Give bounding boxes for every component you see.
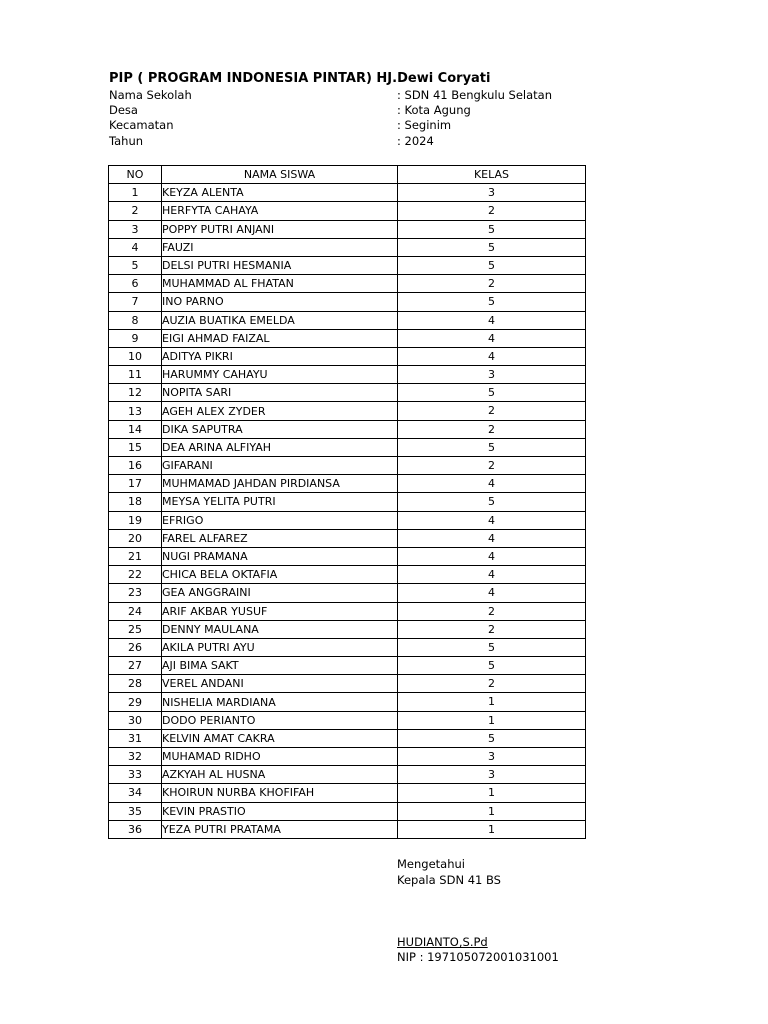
student-class: 4 bbox=[398, 511, 586, 529]
row-number: 23 bbox=[109, 584, 162, 602]
student-class: 5 bbox=[398, 638, 586, 656]
student-class: 2 bbox=[398, 602, 586, 620]
student-name: FAUZI bbox=[162, 238, 398, 256]
row-number: 21 bbox=[109, 547, 162, 565]
header-nama-siswa: NAMA SISWA bbox=[162, 166, 398, 184]
row-number: 6 bbox=[109, 275, 162, 293]
row-number: 11 bbox=[109, 366, 162, 384]
student-name: DELSI PUTRI HESMANIA bbox=[162, 256, 398, 274]
student-name: DIKA SAPUTRA bbox=[162, 420, 398, 438]
student-class: 4 bbox=[398, 566, 586, 584]
student-name: AZKYAH AL HUSNA bbox=[162, 766, 398, 784]
student-name: HERFYTA CAHAYA bbox=[162, 202, 398, 220]
principal-nip: NIP : 197105072001031001 bbox=[397, 950, 559, 964]
student-class: 4 bbox=[398, 584, 586, 602]
row-number: 17 bbox=[109, 475, 162, 493]
row-number: 16 bbox=[109, 457, 162, 475]
table-row bbox=[109, 748, 586, 766]
table-row bbox=[109, 529, 586, 547]
student-class: 1 bbox=[398, 802, 586, 820]
table-row bbox=[109, 220, 586, 238]
row-number: 33 bbox=[109, 766, 162, 784]
table-row bbox=[109, 584, 586, 602]
info-label: Kecamatan bbox=[109, 118, 174, 133]
table-row bbox=[109, 493, 586, 511]
table-row bbox=[109, 275, 586, 293]
student-class: 1 bbox=[398, 820, 586, 838]
student-class: 5 bbox=[398, 293, 586, 311]
table-row bbox=[109, 566, 586, 584]
student-name: DENNY MAULANA bbox=[162, 620, 398, 638]
row-number: 26 bbox=[109, 638, 162, 656]
table-header-row bbox=[109, 166, 586, 184]
table-row bbox=[109, 638, 586, 656]
info-label: Desa bbox=[109, 103, 138, 118]
student-class: 2 bbox=[398, 675, 586, 693]
row-number: 19 bbox=[109, 511, 162, 529]
info-value: : Kota Agung bbox=[397, 103, 471, 118]
student-name: NOPITA SARI bbox=[162, 384, 398, 402]
row-number: 7 bbox=[109, 293, 162, 311]
principal-name: HUDIANTO,S.Pd bbox=[397, 935, 488, 949]
student-name: GIFARANI bbox=[162, 457, 398, 475]
table-row bbox=[109, 802, 586, 820]
student-name: MUHAMMAD AL FHATAN bbox=[162, 275, 398, 293]
student-class: 4 bbox=[398, 311, 586, 329]
student-class: 5 bbox=[398, 384, 586, 402]
table-row bbox=[109, 620, 586, 638]
row-number: 14 bbox=[109, 420, 162, 438]
student-class: 1 bbox=[398, 693, 586, 711]
row-number: 30 bbox=[109, 711, 162, 729]
student-name: AGEH ALEX ZYDER bbox=[162, 402, 398, 420]
acknowledged-label: Mengetahui bbox=[397, 857, 465, 871]
student-class: 3 bbox=[398, 748, 586, 766]
table-row bbox=[109, 475, 586, 493]
table-row bbox=[109, 256, 586, 274]
student-class: 4 bbox=[398, 547, 586, 565]
student-name: AKILA PUTRI AYU bbox=[162, 638, 398, 656]
row-number: 9 bbox=[109, 329, 162, 347]
student-class: 5 bbox=[398, 238, 586, 256]
row-number: 2 bbox=[109, 202, 162, 220]
student-class: 3 bbox=[398, 184, 586, 202]
student-class: 2 bbox=[398, 402, 586, 420]
row-number: 12 bbox=[109, 384, 162, 402]
student-name: AJI BIMA SAKT bbox=[162, 657, 398, 675]
student-class: 5 bbox=[398, 256, 586, 274]
student-name: NISHELIA MARDIANA bbox=[162, 693, 398, 711]
row-number: 13 bbox=[109, 402, 162, 420]
student-name: CHICA BELA OKTAFIA bbox=[162, 566, 398, 584]
table-row bbox=[109, 511, 586, 529]
student-class: 2 bbox=[398, 275, 586, 293]
student-name: KEYZA ALENTA bbox=[162, 184, 398, 202]
row-number: 36 bbox=[109, 820, 162, 838]
student-class: 2 bbox=[398, 620, 586, 638]
row-number: 24 bbox=[109, 602, 162, 620]
row-number: 32 bbox=[109, 748, 162, 766]
student-class: 3 bbox=[398, 366, 586, 384]
student-name: KHOIRUN NURBA KHOFIFAH bbox=[162, 784, 398, 802]
student-name: POPPY PUTRI ANJANI bbox=[162, 220, 398, 238]
student-name: ADITYA PIKRI bbox=[162, 347, 398, 365]
row-number: 15 bbox=[109, 438, 162, 456]
table-row bbox=[109, 438, 586, 456]
table-row bbox=[109, 384, 586, 402]
info-label: Tahun bbox=[109, 133, 144, 148]
student-class: 4 bbox=[398, 529, 586, 547]
student-class: 2 bbox=[398, 420, 586, 438]
student-name: DODO PERIANTO bbox=[162, 711, 398, 729]
table-row bbox=[109, 347, 586, 365]
table-row bbox=[109, 311, 586, 329]
table-row bbox=[109, 293, 586, 311]
row-number: 18 bbox=[109, 493, 162, 511]
row-number: 34 bbox=[109, 784, 162, 802]
student-class: 2 bbox=[398, 202, 586, 220]
student-name: HARUMMY CAHAYU bbox=[162, 366, 398, 384]
student-class: 5 bbox=[398, 729, 586, 747]
row-number: 27 bbox=[109, 657, 162, 675]
student-class: 1 bbox=[398, 784, 586, 802]
row-number: 35 bbox=[109, 802, 162, 820]
row-number: 28 bbox=[109, 675, 162, 693]
table-row bbox=[109, 729, 586, 747]
info-value: : SDN 41 Bengkulu Selatan bbox=[397, 88, 552, 102]
row-number: 3 bbox=[109, 220, 162, 238]
row-number: 8 bbox=[109, 311, 162, 329]
row-number: 4 bbox=[109, 238, 162, 256]
table-row bbox=[109, 693, 586, 711]
row-number: 22 bbox=[109, 566, 162, 584]
student-class: 4 bbox=[398, 329, 586, 347]
row-number: 20 bbox=[109, 529, 162, 547]
header-no: NO bbox=[109, 166, 162, 184]
document-title: PIP ( PROGRAM INDONESIA PINTAR) HJ.Dewi Coryati bbox=[109, 71, 491, 86]
table-row bbox=[109, 420, 586, 438]
table-row bbox=[109, 457, 586, 475]
student-name: YEZA PUTRI PRATAMA bbox=[162, 820, 398, 838]
student-class: 2 bbox=[398, 457, 586, 475]
student-name: FAREL ALFAREZ bbox=[162, 529, 398, 547]
student-class: 5 bbox=[398, 438, 586, 456]
table-body bbox=[109, 184, 586, 839]
student-name: GEA ANGGRAINI bbox=[162, 584, 398, 602]
table-row bbox=[109, 675, 586, 693]
table-row bbox=[109, 657, 586, 675]
header-kelas: KELAS bbox=[398, 166, 586, 184]
row-number: 1 bbox=[109, 184, 162, 202]
student-class: 3 bbox=[398, 766, 586, 784]
info-label: Nama Sekolah bbox=[109, 88, 192, 102]
info-value: : Seginim bbox=[397, 118, 452, 133]
student-class: 5 bbox=[398, 657, 586, 675]
student-name: MEYSA YELITA PUTRI bbox=[162, 493, 398, 511]
row-number: 5 bbox=[109, 256, 162, 274]
info-value: : 2024 bbox=[397, 133, 434, 148]
student-name: MUHAMAD RIDHO bbox=[162, 748, 398, 766]
table-row bbox=[109, 766, 586, 784]
student-name: KEVIN PRASTIO bbox=[162, 802, 398, 820]
row-number: 31 bbox=[109, 729, 162, 747]
student-name: NUGI PRAMANA bbox=[162, 547, 398, 565]
student-name: MUHMAMAD JAHDAN PIRDIANSA bbox=[162, 475, 398, 493]
table-row bbox=[109, 820, 586, 838]
student-name: ARIF AKBAR YUSUF bbox=[162, 602, 398, 620]
table-row bbox=[109, 547, 586, 565]
table-row bbox=[109, 711, 586, 729]
student-class: 5 bbox=[398, 220, 586, 238]
student-name: DEA ARINA ALFIYAH bbox=[162, 438, 398, 456]
student-name: EIGI AHMAD FAIZAL bbox=[162, 329, 398, 347]
principal-title: Kepala SDN 41 BS bbox=[397, 873, 501, 887]
student-class: 5 bbox=[398, 493, 586, 511]
student-name: KELVIN AMAT CAKRA bbox=[162, 729, 398, 747]
student-name: INO PARNO bbox=[162, 293, 398, 311]
table-row bbox=[109, 784, 586, 802]
student-name: EFRIGO bbox=[162, 511, 398, 529]
table-row bbox=[109, 329, 586, 347]
table-row bbox=[109, 238, 586, 256]
student-class: 1 bbox=[398, 711, 586, 729]
table-row bbox=[109, 366, 586, 384]
student-name: AUZIA BUATIKA EMELDA bbox=[162, 311, 398, 329]
row-number: 25 bbox=[109, 620, 162, 638]
student-class: 4 bbox=[398, 475, 586, 493]
row-number: 10 bbox=[109, 347, 162, 365]
student-name: VEREL ANDANI bbox=[162, 675, 398, 693]
table-row bbox=[109, 602, 586, 620]
row-number: 29 bbox=[109, 693, 162, 711]
table-row bbox=[109, 184, 586, 202]
table-row bbox=[109, 402, 586, 420]
student-table bbox=[108, 165, 586, 839]
table-row bbox=[109, 202, 586, 220]
student-class: 4 bbox=[398, 347, 586, 365]
